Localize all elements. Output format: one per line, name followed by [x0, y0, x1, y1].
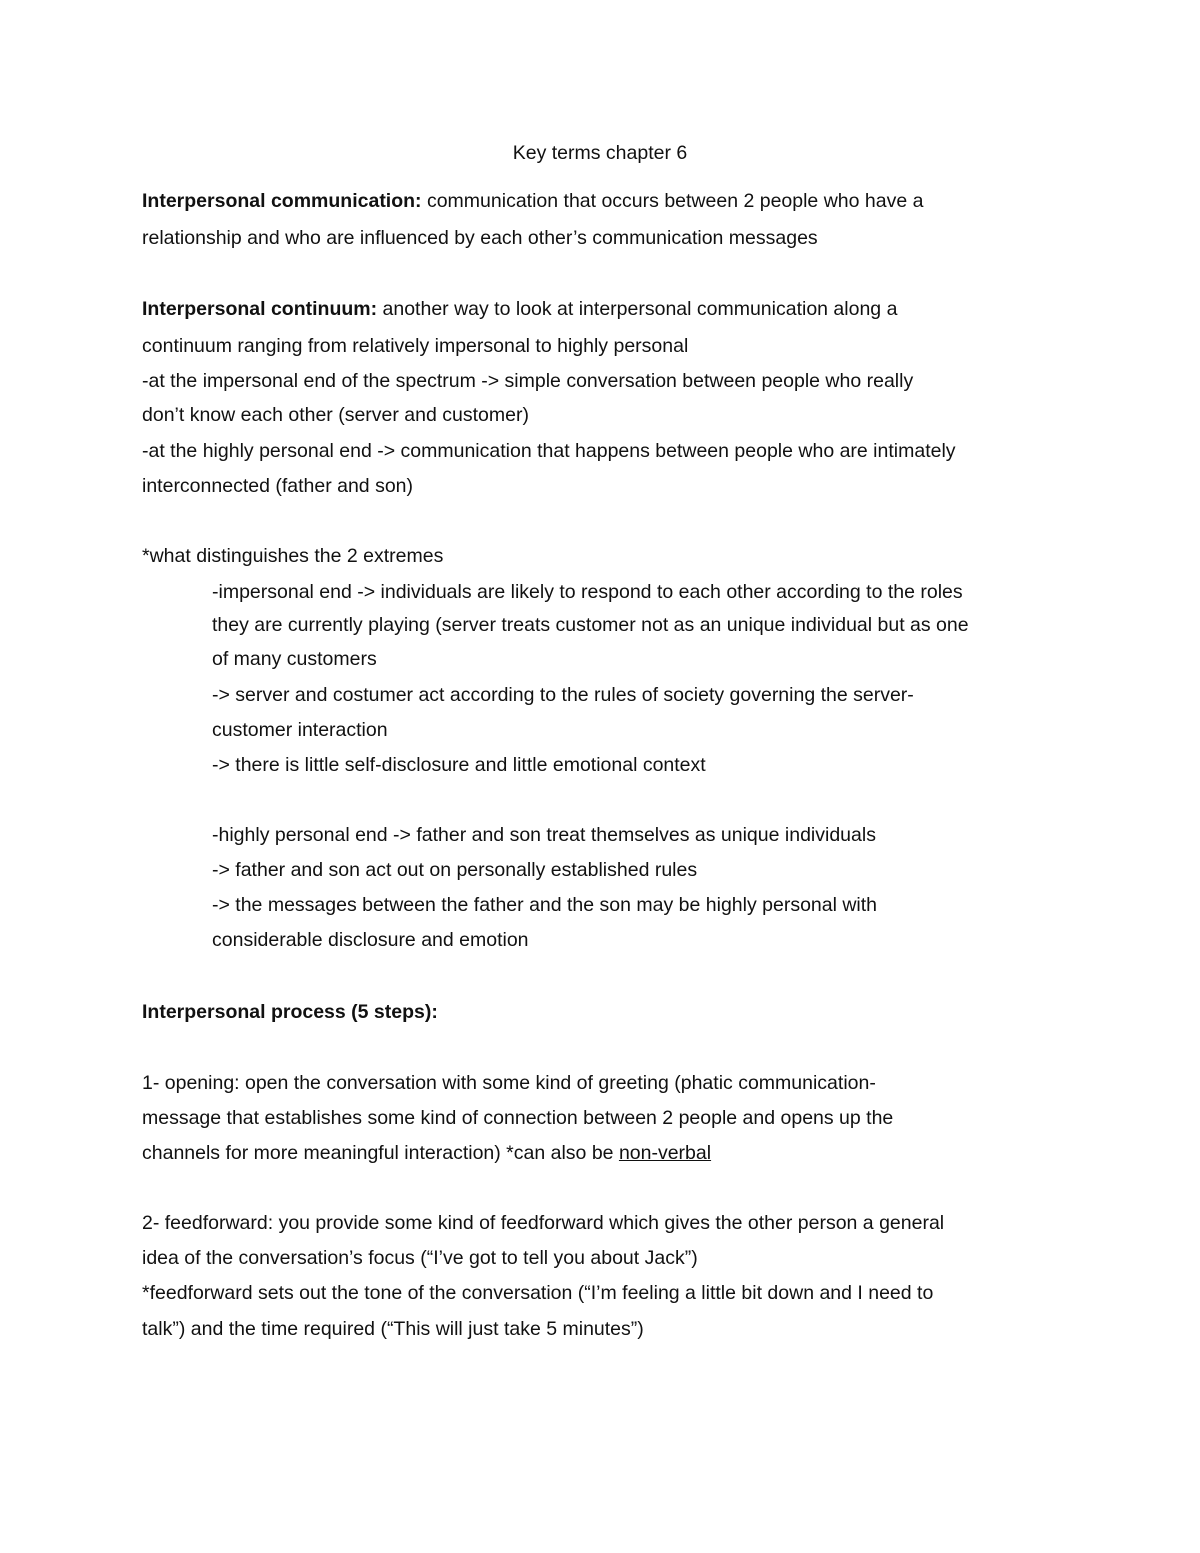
underlined-term: non-verbal: [618, 1142, 712, 1164]
process-heading: [142, 1000, 438, 1024]
step-line: *feedforward sets out the tone of the conversation (“I’m feeling a little bit down and I need to: [142, 1282, 934, 1304]
step-line: [142, 1141, 711, 1165]
definition-text-line: relationship and who are influenced by each other’s communication messages: [142, 227, 818, 249]
term-label: Interpersonal communication:: [142, 190, 422, 212]
indented-line: -impersonal end -> individuals are likely to respond to each other according to the roles: [212, 581, 963, 603]
definition-interpersonal-continuum: [142, 297, 897, 321]
indented-line: -> there is little self-disclosure and little emotional context: [212, 754, 706, 776]
step-line: 2- feedforward: you provide some kind of feedforward which gives the other person a general: [142, 1212, 945, 1234]
step-text: channels for more meaningful interaction) *can also be: [142, 1142, 619, 1164]
indented-line: -> server and costumer act according to the rules of society governing the server-: [212, 684, 914, 706]
definition-text-line: -at the impersonal end of the spectrum -> simple conversation between people who really: [142, 370, 914, 392]
indented-line: -highly personal end -> father and son treat themselves as unique individuals: [212, 824, 876, 846]
indented-line: -> father and son act out on personally established rules: [212, 859, 698, 881]
definition-text-line: -at the highly personal end -> communication that happens between people who are intimately: [142, 440, 956, 462]
step-line: idea of the conversation’s focus (“I’ve got to tell you about Jack”): [142, 1247, 698, 1269]
indented-line: -> the messages between the father and the son may be highly personal with: [212, 894, 878, 916]
definition-text: another way to look at interpersonal communication along a: [377, 298, 898, 320]
page-title: Key terms chapter 6: [512, 142, 688, 164]
definition-text-line: interconnected (father and son): [142, 475, 414, 497]
definition-text-line: continuum ranging from relatively impersonal to highly personal: [142, 335, 689, 357]
term-label: Interpersonal continuum:: [142, 298, 378, 320]
indented-line: considerable disclosure and emotion: [212, 929, 529, 951]
indented-line: of many customers: [212, 648, 377, 670]
step-line: message that establishes some kind of connection between 2 people and opens up the: [142, 1107, 894, 1129]
indented-line: they are currently playing (server treats customer not as an unique individual but as one: [212, 614, 969, 636]
definition-text: communication that occurs between 2 people who have a: [421, 190, 924, 212]
step-line: talk”) and the time required (“This will just take 5 minutes”): [142, 1318, 644, 1340]
step-line: 1- opening: open the conversation with some kind of greeting (phatic communication-: [142, 1072, 876, 1094]
indented-line: customer interaction: [212, 719, 388, 741]
definition-text-line: don’t know each other (server and customer): [142, 404, 529, 426]
definition-interpersonal-communication: [142, 189, 923, 213]
extremes-heading: *what distinguishes the 2 extremes: [142, 545, 444, 567]
process-heading-text: Interpersonal process (5 steps):: [142, 1001, 438, 1023]
